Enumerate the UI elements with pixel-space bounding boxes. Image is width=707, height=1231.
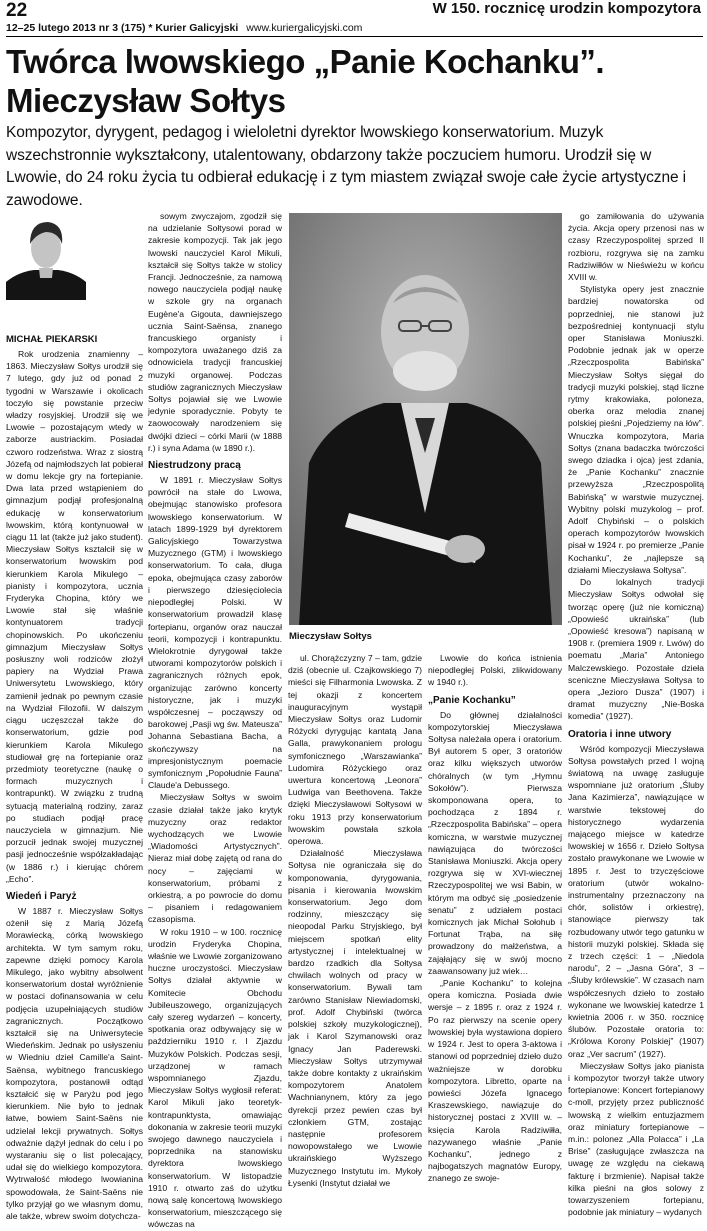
paragraph: Mieczysław Sołtys jako pianista i kompozytor tworzył także utwory fortepianowe: Koncert fortepianowy c-moll, przyjęty przez publiczność lwowską z wielkim entuzjazmem oraz miniatury fortepianowe – m.in.: polonez „Alla Polacca” i „La Brise” (zasługujące zwłaszcza na uwagę ze względu na ciekawą fakturę i brzmienie). Napisał także kilka pieśni na głos solowy z towarzyszeniem fortepianu, podobnie jak miniatury – wydanych — [568, 1060, 704, 1218]
page-number: 22 — [6, 0, 28, 21]
page-header — [6, 0, 703, 22]
subheading: „Panie Kochanku” — [428, 694, 516, 706]
paragraph: Do lokalnych tradycji Mieczysław Sołtys odwołał się tworząc operę (już nie komiczną) „Opowieść ukraińska” (lub „Opowieść kresowa”) napisaną w 1908 r. (premiera 1909 r. Lwów) do poematu „Maria” Antoniego Malczewskiego. Pozostałe dzieła sceniczne Mieczysława Sołtysa to opera „Jezioro Dusza” (1907) i dramat muzyczny „Nie-Boska komedia” (1927). — [568, 577, 704, 722]
author-photo — [6, 210, 86, 300]
paragraph: Lwowie do końca istnienia niepodległej Polski, zlikwidowany w 1940 r.). — [428, 653, 562, 688]
portrait-photo — [289, 213, 562, 625]
paragraph: Mieczysław Sołtys w swoim czasie działał także jako krytyk muzyczny oraz redaktor wychodzących we Lwowie „Wiadomości Artystycznych”. Nieraz miał dobę zajętą od rana do nocy – zajęciami w konserwatorium, próbami z orkiestrą, a po powrocie do domu – pisaniem i redagowaniem czasopisma. — [148, 792, 282, 925]
author-portrait — [6, 210, 86, 300]
headline-line-1: Twórca lwowskiego „Panie Kochanku”. — [6, 43, 605, 80]
paragraph: sowym zwyczajom, zgodził się na udzielanie Sołtysowi porad w zakresie kompozycji. Tak jak jego lwowski nauczyciel Karol Mikuli, kształcił się Sołtys także w stolicy Francji. Jednocześnie, za namową nowego nauczyciela podjął naukę w szkole gry na organach Eugène'a Gigouta, dawniejszego ucznia Saint-Saënsa, znanego francuskiego organisty i kompozytora uważanego dziś za odnowiciela tradycji francuskiej muzyki organowej. Podczas studiów zagranicznych Mieczysław Sołtys pojawiał się we Lwowie jedynie sporadycznie. Pobyty te zaowocowały narodzeniem się dwójki dzieci – córki Marii (w 1888 r.) i syna Adama (w 1890 r.). — [148, 211, 282, 453]
author-name: MICHAŁ PIEKARSKI — [6, 334, 98, 345]
paragraph: go zamiłowania do używania życia. Akcja opery przenosi nas w czasy Rzeczypospolitej sprzed II rozbioru, rozgrywa się na zamku Radziwiłłów w Nieświeżu w końcu XVIII w. — [568, 211, 704, 283]
article-column-3 — [288, 652, 422, 1188]
article-photo — [289, 213, 562, 625]
subheading: Oratoria i inne utwory — [568, 728, 672, 740]
paragraph: W 1887 r. Mieczysław Sołtys ożenił się z Marią Józefą Morawiecką, córką lwowskiego architekta. W tym samym roku, zapewne dzięki pomocy Karola Mikulego, jako wybitny absolwent konserwatorium dostał wyróżnienie w postaci dofinansowania w celu podjęcia uzupełniających studiów zagranicznych. Początkowo kształcił się na Uniwersytecie Wiedeńskim. Jednak po usłyszeniu w Wiedniu dzieł Camille'a Saint-Saënsa, wybitnego francuskiego kompozytora, postanowił odtąd kształcić się w Paryżu pod jego kierunkiem. Nie było to jednak łatwe, bowiem Saint-Saëns nie udzielał lekcji prywatnych. Sołtys odważnie dążył jednak do celu i po wystaraniu się o list polecający, udał się do wielkiego kompozytora. Wytrwałość młodego lwowianina spowodowała, że Saint-Saëns nie tylko przyjął go we własnym domu, ale także, wbrew swoim dotychcza- — [6, 905, 143, 1222]
paragraph: „Panie Kochanku” to kolejna opera komiczna. Posiada dwie wersje – z 1895 r. oraz z 1924 r. Po raz pierwszy na scenie opery lwowskiej była wystawiona dopiero w 1924 r. Jest to opera 3-aktowa i stanowi od poprzedniej dzieło dużo ważniejsze w dorobku kompozytora. Libretto, oparte na powieści Józefa Ignacego Kraszewskiego, nawiązuje do historycznej postaci z XVIII w. – księcia Karola Radziwiłła, nazywanego właśnie „Panie Kochanku”, jednego z najbogatszych magnatów Europy, znanego ze swoje- — [428, 978, 562, 1184]
paragraph: W 1891 r. Mieczysław Sołtys powrócił na stałe do Lwowa, obejmując stanowisko profesora lwowskiego konserwatorium. W latach 1899-1929 był dyrektorem Galicyjskiego Towarzystwa Muzycznego (GTM) i lwowskiego konserwatorium. To cała, długa epoka, obejmująca czasy zaborów i pierwszego dziesięciolecia niepodległej Polski. W konserwatorium prowadził klasę fortepianu, organów oraz nauczał teorii, kompozycji i kontrapunktu. Wielokrotnie dyrygował także utworami kompozytorów polskich i zagranicznych różnych epok, organizując zarówno koncerty historyczne, jak i muzyki współczesnej – począwszy od barokowej „Pasji wg św. Mateusza” Johanna Sebastiana Bacha, a skończywszy na impresjonistycznym poemacie symfonicznym „Popołudnie Fauna” Claude'a Debussego. — [148, 475, 282, 791]
paragraph: Działalność Mieczysława Sołtysa nie ograniczała się do komponowania, dyrygowania, pisania i kierowania lwowskim konserwatorium. Jego dom rodzinny, mieszczący się nieopodal Parku Stryjskiego, był miejscem spotkań elity artystycznej i intelektualnej w bardzo rzadkich dla Sołtysa chwilach wolnych od pracy w konserwatorium. Bywali tam zarówno Stanisław Niewiadomski, prof. Adolf Chybiński (twórca polskiej szkoły muzykologicznej), jak i Karol Szymanowski oraz Ignacy Jan Paderewski. Mieczysław Sołtys utrzymywał także dobre kontakty z ukraińskim kompozytorem Anatolem Wachnianynem, który za jego dyrekcji przez pewien czas był członkiem GTM, zostając następnie profesorem nowopowstałego we Lwowie ukraińskiego Wyższego Muzycznego Instytutu im. Mykoły Łysenki (Instytut działał we — [288, 848, 422, 1188]
website-link[interactable]: www.kuriergalicyjski.com — [246, 22, 363, 34]
header-divider — [6, 36, 703, 37]
section-title: W 150. rocznicę urodzin kompozytora — [432, 0, 701, 17]
subheading: Wiedeń i Paryż — [6, 890, 77, 902]
paragraph: Rok urodzenia znamienny – 1863. Mieczysław Sołtys urodził się 7 lutego, gdy już od ponad 2 tygodni w Warszawie i okolicach toczyło się powstanie przeciw władzy rosyjskiej. Urodził się we Lwowie – pozostającym wtedy w zaborze austriackim. Posiadał czworo rodzeństwa. Wraz z siostrą Józefą od najmłodszych lat pobierał w domu lekcje gry na fortepianie. Dwa lata przed wstąpieniem do gimnazjum podjął profesjonalną edukację w konserwatorium lwowskim, którą kontynuował w ciągu 11 lat (także już jako student). Mieczysław Sołtys kształcił się w konserwatorium lwowskim pod kierunkiem Karola Mikulego – pianisty i kompozytora, ucznia Fryderyka Chopina, który we Lwowie stał się właśnie kontynuatorem tradycji chopinowskich. Po ukończeniu gimnazjum Mieczysław Sołtys posłuszny woli rodziców złożył papiery na Wydział Prawa Uniwersytetu Lwowskiego, który zamienił jednak po pewnym czasie na Wydział Filozofii. W dalszym ciągu uczęszczał także do konserwatorium, gdzie pod kierunkiem Karola Mikulego studiował grę na fortepianie oraz przedmioty teoretyczne (naukę o formach muzycznych i kontrapunkt). W związku z trudną sytuacją materialną rodziny, zaraz po studiach podjął pracę nauczyciela w gimnazjum. Nie porzucił jednak swojej muzycznej pasji jednocześnie współzakładając (w 1886 r.) i kierując chórem „Echo”. — [6, 349, 143, 884]
article-headline — [6, 42, 703, 120]
article-column-2 — [148, 210, 282, 1230]
paragraph: Wśród kompozycji Mieczysława Sołtysa powstałych przed I wojną światową na uwagę zasługuje wspomniane już oratorium „Śluby Jana Kazimierza”, nawiązujące w warstwie tekstowej do historycznego wydarzenia mającego miejsce w katedrze lwowskiej w 1656 r. Dzieło Sołtysa zostało prawykonane we Lwowie w 1895 r. Jest to trzyczęściowe oratorium (utwór wokalno-instrumentalny przeznaczony na chór, solistów i orkiestrę), stanowiące pierwszy tak rozbudowany utwór tego gatunku w historii muzyki polskiej. Składa się z trzech części: 1 – „Niedola narodu”, 2 – „Jasna Góra”, 3 – „Śluby królewskie”. W czasach nam współczesnych dzieło to zostało wykonane we lwowskiej katedrze 1 kwietnia 2006 r. w 350. rocznicę ślubów. Pozostałe oratoria to: „Królowa Korony Polskiej” (1907) oraz „Ver sacrum” (1927). — [568, 743, 704, 1059]
subheading: Niestrudzony pracą — [148, 460, 241, 472]
photo-caption: Mieczysław Sołtys — [289, 631, 372, 642]
headline-line-2: Mieczysław Sołtys — [6, 82, 286, 119]
paragraph: Do głównej działalności kompozytorskiej Mieczysława Sołtysa należała opera i oratorium. Był autorem 5 oper, 3 oratoriów oraz kilku większych utworów chóralnych (w tym „Hymnu Sokołów”). Pierwsza skomponowana opera, to pochodząca z 1894 r. „Rzeczpospolita Babińska” – opera komiczna, w warstwie muzycznej nawiązująca do twórczości Stanisława Moniuszki. Akcja opery rozgrywa się w XVI-wiecznej Rzeczypospolitej we wsi Babin, w którym ma odbyć się „posiedzenie senatu” z udziałem postaci komicznych jak Michał Sołohub i Fortunat Trąba, na siłę prowadzony do małżeństwa, a zająłający się w swój mocno zaawansowany już wiek… — [428, 709, 562, 976]
issue-info: 12–25 lutego 2013 nr 3 (175) * Kurier Galicyjski — [6, 22, 239, 34]
issue-line — [6, 22, 362, 34]
article-column-5 — [568, 210, 704, 1218]
paragraph: W roku 1910 – w 100. rocznicę urodzin Fryderyka Chopina, właśnie we Lwowie zorganizowano huczne uroczystości. Mieczysław Sołtys działał aktywnie w Komitecie Obchodu Jubileuszowego, organizujących cały szereg wydarzeń – koncerty, spotkania oraz odbywający się w październiku 1910 r. I Zjazdu Muzyków Polskich. Podczas sesji, urządzonej w ramach wspomnianego Zjazdu, Mieczysław Sołtys wygłosił referat: Karol Mikuli jako teoretyk-kontrapunktysta, omawiając dokonania w zakresie teorii muzyki swojego dawnego nauczyciela i poprzednika na stanowisku dyrektora lwowskiego konserwatorium. W listopadzie 1910 r. otwarto zaś do użytku nową salę koncertową lwowskiego konserwatorium, mieszczącego się wówczas na — [148, 926, 282, 1230]
article-column-4 — [428, 652, 562, 1184]
article-column-1 — [6, 348, 143, 1222]
article-lead: Kompozytor, dyrygent, pedagog i wieloletni dyrektor lwowskiego konserwatorium. Muzyk wszechstronnie wykształcony, utalentowany, obdarzony także poczuciem humoru. Urodził się w Lwowie, do 24 roku życia tu odbierał edukację i z tym miastem związał swoje całe życie artystyczne i zawodowe. — [6, 124, 687, 209]
paragraph: Stylistyka opery jest znacznie bardziej nowatorska od poprzedniej, nie stanowi już bezpośredniej kontynuacji stylu oper Stanisława Moniuszki. Podobnie jednak jak w operze „Rzeczpospolita Babińska” Mieczysław Sołtys sięgał do tradycji muzyki polskiej, stąd liczne rytmy krakowiaka, poloneza, oberka oraz melodia znanej polskiej pieśni „Pojedziemy na łów”. Wnuczka kompozytora, Maria Sołtys (znana badaczka twórczości swego dziadka i ojca) jest zdania, że „Panie Kochanku” znacznie przewyższa „Rzeczpospolitą Babińską” w warstwie muzycznej. Wybitny polski muzykolog – prof. Adolf Chybiński – o polskich operach kompozytorów lwowskich pisał w 1924 r. po premierze „Panie Kochanku”, że „najlepsze są działami Mieczysława Sołtysa”. — [568, 284, 704, 575]
paragraph: ul. Chorążczyzny 7 – tam, gdzie dziś (obecnie ul. Czajkowskiego 7) mieści się Filharmonia Lwowska. Z tej okazji z koncertem inauguracyjnym wystąpił Mieczysław Sołtys oraz Ludomir Różycki dyrygując kantatą Jana Galla, prawykonaniem prologu symfonicznego „Warszawianka” Ludomira Różyckiego oraz uwertura koncertową „Leonora” Ludwiga van Beethovena. Także dzięki Mieczysławowi Sołtysowi w roku 1913 przy konserwatorium lwowskim powstała szkoła operowa. — [288, 653, 422, 847]
